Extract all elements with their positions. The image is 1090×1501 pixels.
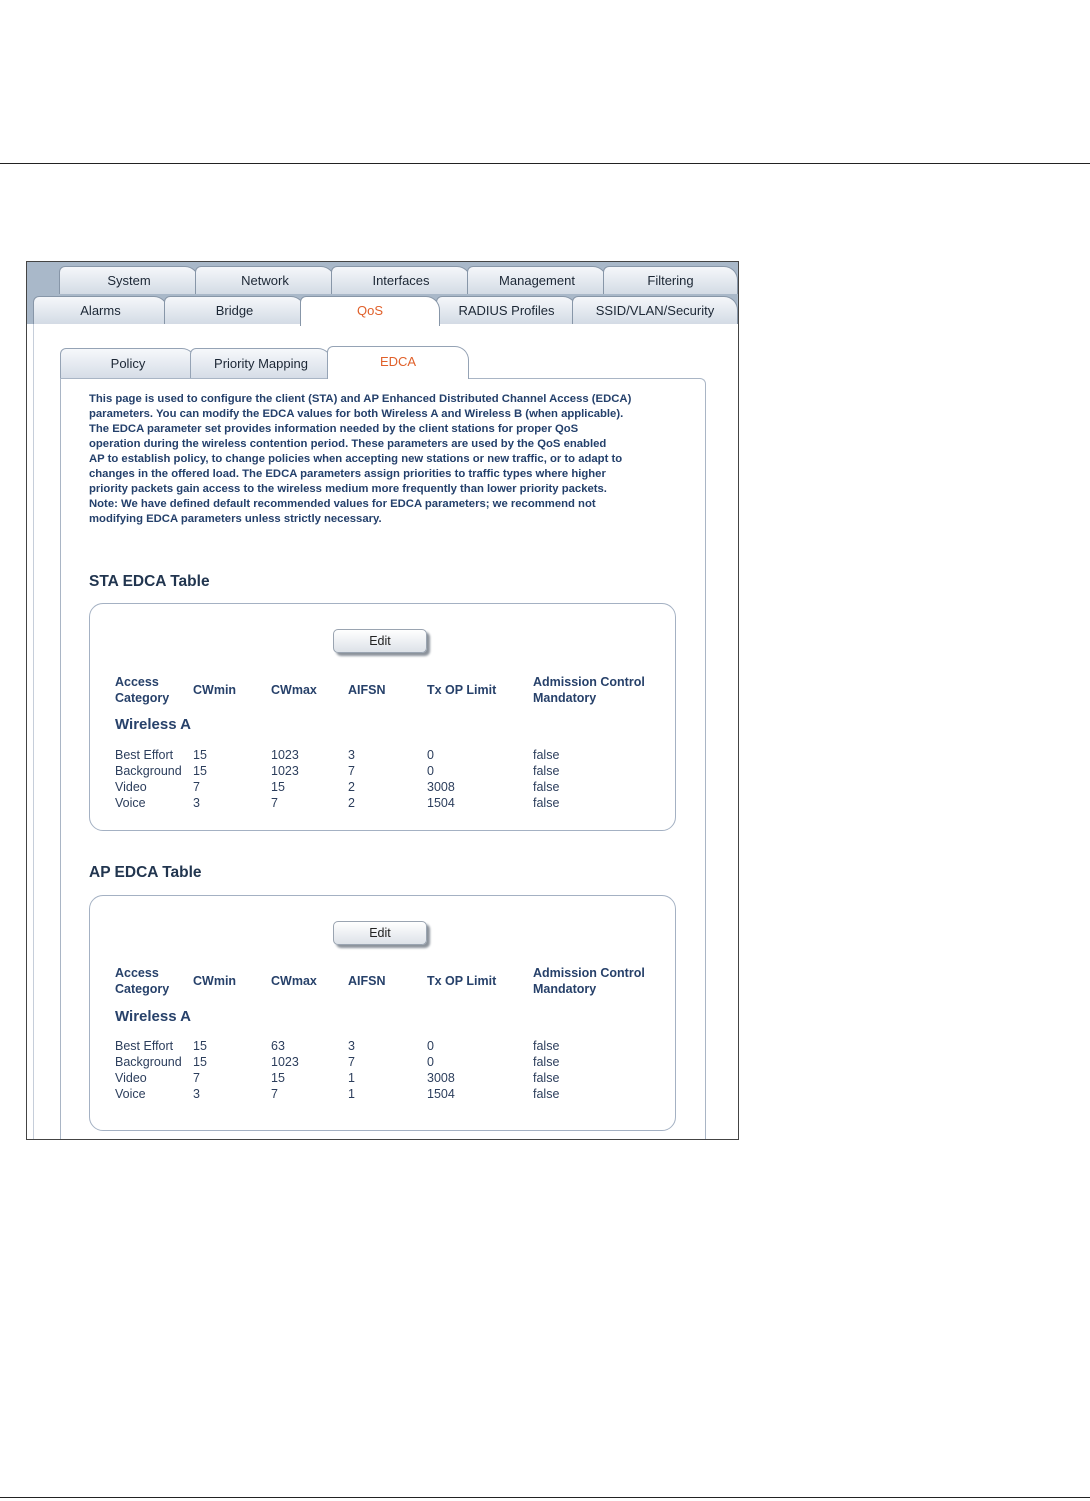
subtab-label: Policy	[110, 356, 146, 371]
subtab-policy[interactable]	[60, 348, 196, 378]
cell-mandatory: false	[533, 1071, 560, 1085]
col-txop-limit: Tx OP Limit	[427, 683, 497, 697]
description-line: parameters. You can modify the EDCA values for both Wireless A and Wireless B (when applicable).	[89, 408, 624, 420]
cell-mandatory: false	[533, 1039, 560, 1053]
cell-category: Video	[115, 1071, 147, 1085]
cell-txop: 0	[427, 1039, 434, 1053]
cell-category: Video	[115, 780, 147, 794]
cell-aifsn: 2	[348, 796, 355, 810]
tab-ssid-vlan-security[interactable]	[572, 296, 738, 324]
cell-cwmax: 15	[271, 780, 285, 794]
ap-edca-table	[89, 895, 676, 1131]
top-rule	[0, 163, 1090, 164]
col-cwmax: CWmax	[271, 974, 317, 988]
col-aifsn: AIFSN	[348, 974, 386, 988]
col-access-category	[115, 965, 169, 997]
sta-edca-table	[89, 603, 676, 831]
tab-alarms[interactable]	[33, 296, 168, 324]
cell-cwmax: 7	[271, 1087, 278, 1101]
cell-cwmin: 3	[193, 1087, 200, 1101]
cell-category: Best Effort	[115, 1039, 174, 1053]
col-cwmax: CWmax	[271, 683, 317, 697]
col-admission-control	[533, 674, 645, 706]
cell-cwmin: 15	[193, 1055, 207, 1069]
cell-txop: 0	[427, 748, 434, 762]
description-line: changes in the offered load. The EDCA parameters assign priorities to traffic types where higher	[89, 468, 606, 480]
wireless-group-label: Wireless A	[115, 1008, 192, 1025]
cell-cwmin: 7	[193, 780, 200, 794]
tab-system[interactable]	[59, 266, 199, 294]
cell-cwmin: 7	[193, 1071, 200, 1085]
cell-category: Voice	[115, 1087, 146, 1101]
cell-category: Best Effort	[115, 748, 174, 762]
col-header-line: Access	[115, 675, 159, 689]
cell-mandatory: false	[533, 796, 560, 810]
cell-cwmax: 7	[271, 796, 278, 810]
tab-label: Alarms	[80, 303, 121, 318]
subtab-label: EDCA	[379, 354, 417, 369]
col-access-category	[115, 674, 169, 706]
cell-cwmax: 1023	[271, 1055, 299, 1069]
description-line: operation during the wireless contention period. These parameters are used by the QoS enabled	[89, 438, 607, 450]
subtab-label: Priority Mapping	[214, 356, 308, 371]
cell-category: Voice	[115, 796, 146, 810]
col-header-line: Admission Control	[533, 966, 645, 980]
description-line: Note: We have defined default recommended values for EDCA parameters; we recommend not	[89, 498, 596, 510]
sta-table-title: STA EDCA Table	[89, 573, 210, 590]
tab-label: QoS	[356, 303, 383, 318]
col-header-line: Access	[115, 966, 159, 980]
cell-txop: 3008	[427, 780, 455, 794]
cell-cwmin: 3	[193, 796, 200, 810]
tab-label: SSID/VLAN/Security	[595, 303, 715, 318]
col-cwmin: CWmin	[193, 683, 237, 697]
cell-mandatory: false	[533, 764, 560, 778]
content-area	[33, 324, 739, 1139]
cell-cwmax: 1023	[271, 748, 299, 762]
cell-cwmax: 63	[271, 1039, 285, 1053]
description-line: priority packets gain access to the wireless medium more frequently than lower priority packets.	[89, 483, 607, 495]
col-header-line: Admission Control	[533, 675, 645, 689]
col-cwmin: CWmin	[193, 974, 237, 988]
tab-label: RADIUS Profiles	[458, 303, 555, 318]
web-ui-screenshot	[26, 261, 739, 1140]
col-header-line: Mandatory	[533, 691, 597, 705]
description-line: This page is used to configure the client (STA) and AP Enhanced Distributed Channel Access (EDCA)	[89, 393, 632, 405]
wireless-group-label: Wireless A	[115, 716, 192, 733]
cell-aifsn: 7	[348, 1055, 355, 1069]
cell-txop: 0	[427, 1055, 434, 1069]
tab-bridge[interactable]	[164, 296, 305, 324]
cell-cwmin: 15	[193, 764, 207, 778]
col-txop-limit: Tx OP Limit	[427, 974, 497, 988]
tab-label: System	[107, 273, 151, 288]
cell-category: Background	[115, 764, 182, 778]
bottom-rule	[0, 1497, 1090, 1498]
cell-mandatory: false	[533, 1055, 560, 1069]
tab-management[interactable]	[467, 266, 607, 294]
cell-txop: 1504	[427, 796, 455, 810]
tab-network[interactable]	[195, 266, 335, 294]
col-aifsn: AIFSN	[348, 683, 386, 697]
cell-aifsn: 1	[348, 1071, 355, 1085]
cell-aifsn: 1	[348, 1087, 355, 1101]
cell-txop: 1504	[427, 1087, 455, 1101]
cell-txop: 0	[427, 764, 434, 778]
cell-mandatory: false	[533, 748, 560, 762]
col-header-line: Category	[115, 691, 170, 705]
subtab-edca[interactable]	[327, 346, 469, 379]
description-line: AP to establish policy, to change policies when accepting new stations or new traffic, or to adapt to	[89, 453, 623, 465]
cell-cwmin: 15	[193, 748, 207, 762]
tab-filtering[interactable]	[603, 266, 738, 294]
cell-aifsn: 7	[348, 764, 355, 778]
col-admission-control	[533, 965, 645, 997]
cell-aifsn: 3	[348, 1039, 355, 1053]
tab-label: Bridge	[215, 303, 254, 318]
cell-txop: 3008	[427, 1071, 455, 1085]
ap-table-title: AP EDCA Table	[89, 864, 202, 881]
col-header-line: Category	[115, 982, 170, 996]
sta-edit-button[interactable]: Edit	[333, 629, 427, 653]
tab-interfaces[interactable]	[331, 266, 471, 294]
cell-aifsn: 2	[348, 780, 355, 794]
cell-cwmin: 15	[193, 1039, 207, 1053]
cell-cwmax: 1023	[271, 764, 299, 778]
tab-label: Network	[241, 273, 289, 288]
description-line: The EDCA parameter set provides information needed by the client stations for proper QoS	[89, 423, 579, 435]
tab-label: Management	[499, 273, 575, 288]
cell-mandatory: false	[533, 1087, 560, 1101]
cell-cwmax: 15	[271, 1071, 285, 1085]
ap-edit-button[interactable]: Edit	[333, 921, 427, 945]
cell-category: Background	[115, 1055, 182, 1069]
tab-qos[interactable]	[300, 296, 440, 326]
col-header-line: Mandatory	[533, 982, 597, 996]
tab-radius-profiles[interactable]	[436, 296, 577, 324]
cell-aifsn: 3	[348, 748, 355, 762]
page-description	[89, 392, 689, 527]
tab-label: Filtering	[647, 273, 694, 288]
tab-label: Interfaces	[372, 273, 430, 288]
subtab-priority-mapping[interactable]	[190, 348, 332, 378]
cell-mandatory: false	[533, 780, 560, 794]
description-line: modifying EDCA parameters unless strictly necessary.	[89, 513, 382, 525]
